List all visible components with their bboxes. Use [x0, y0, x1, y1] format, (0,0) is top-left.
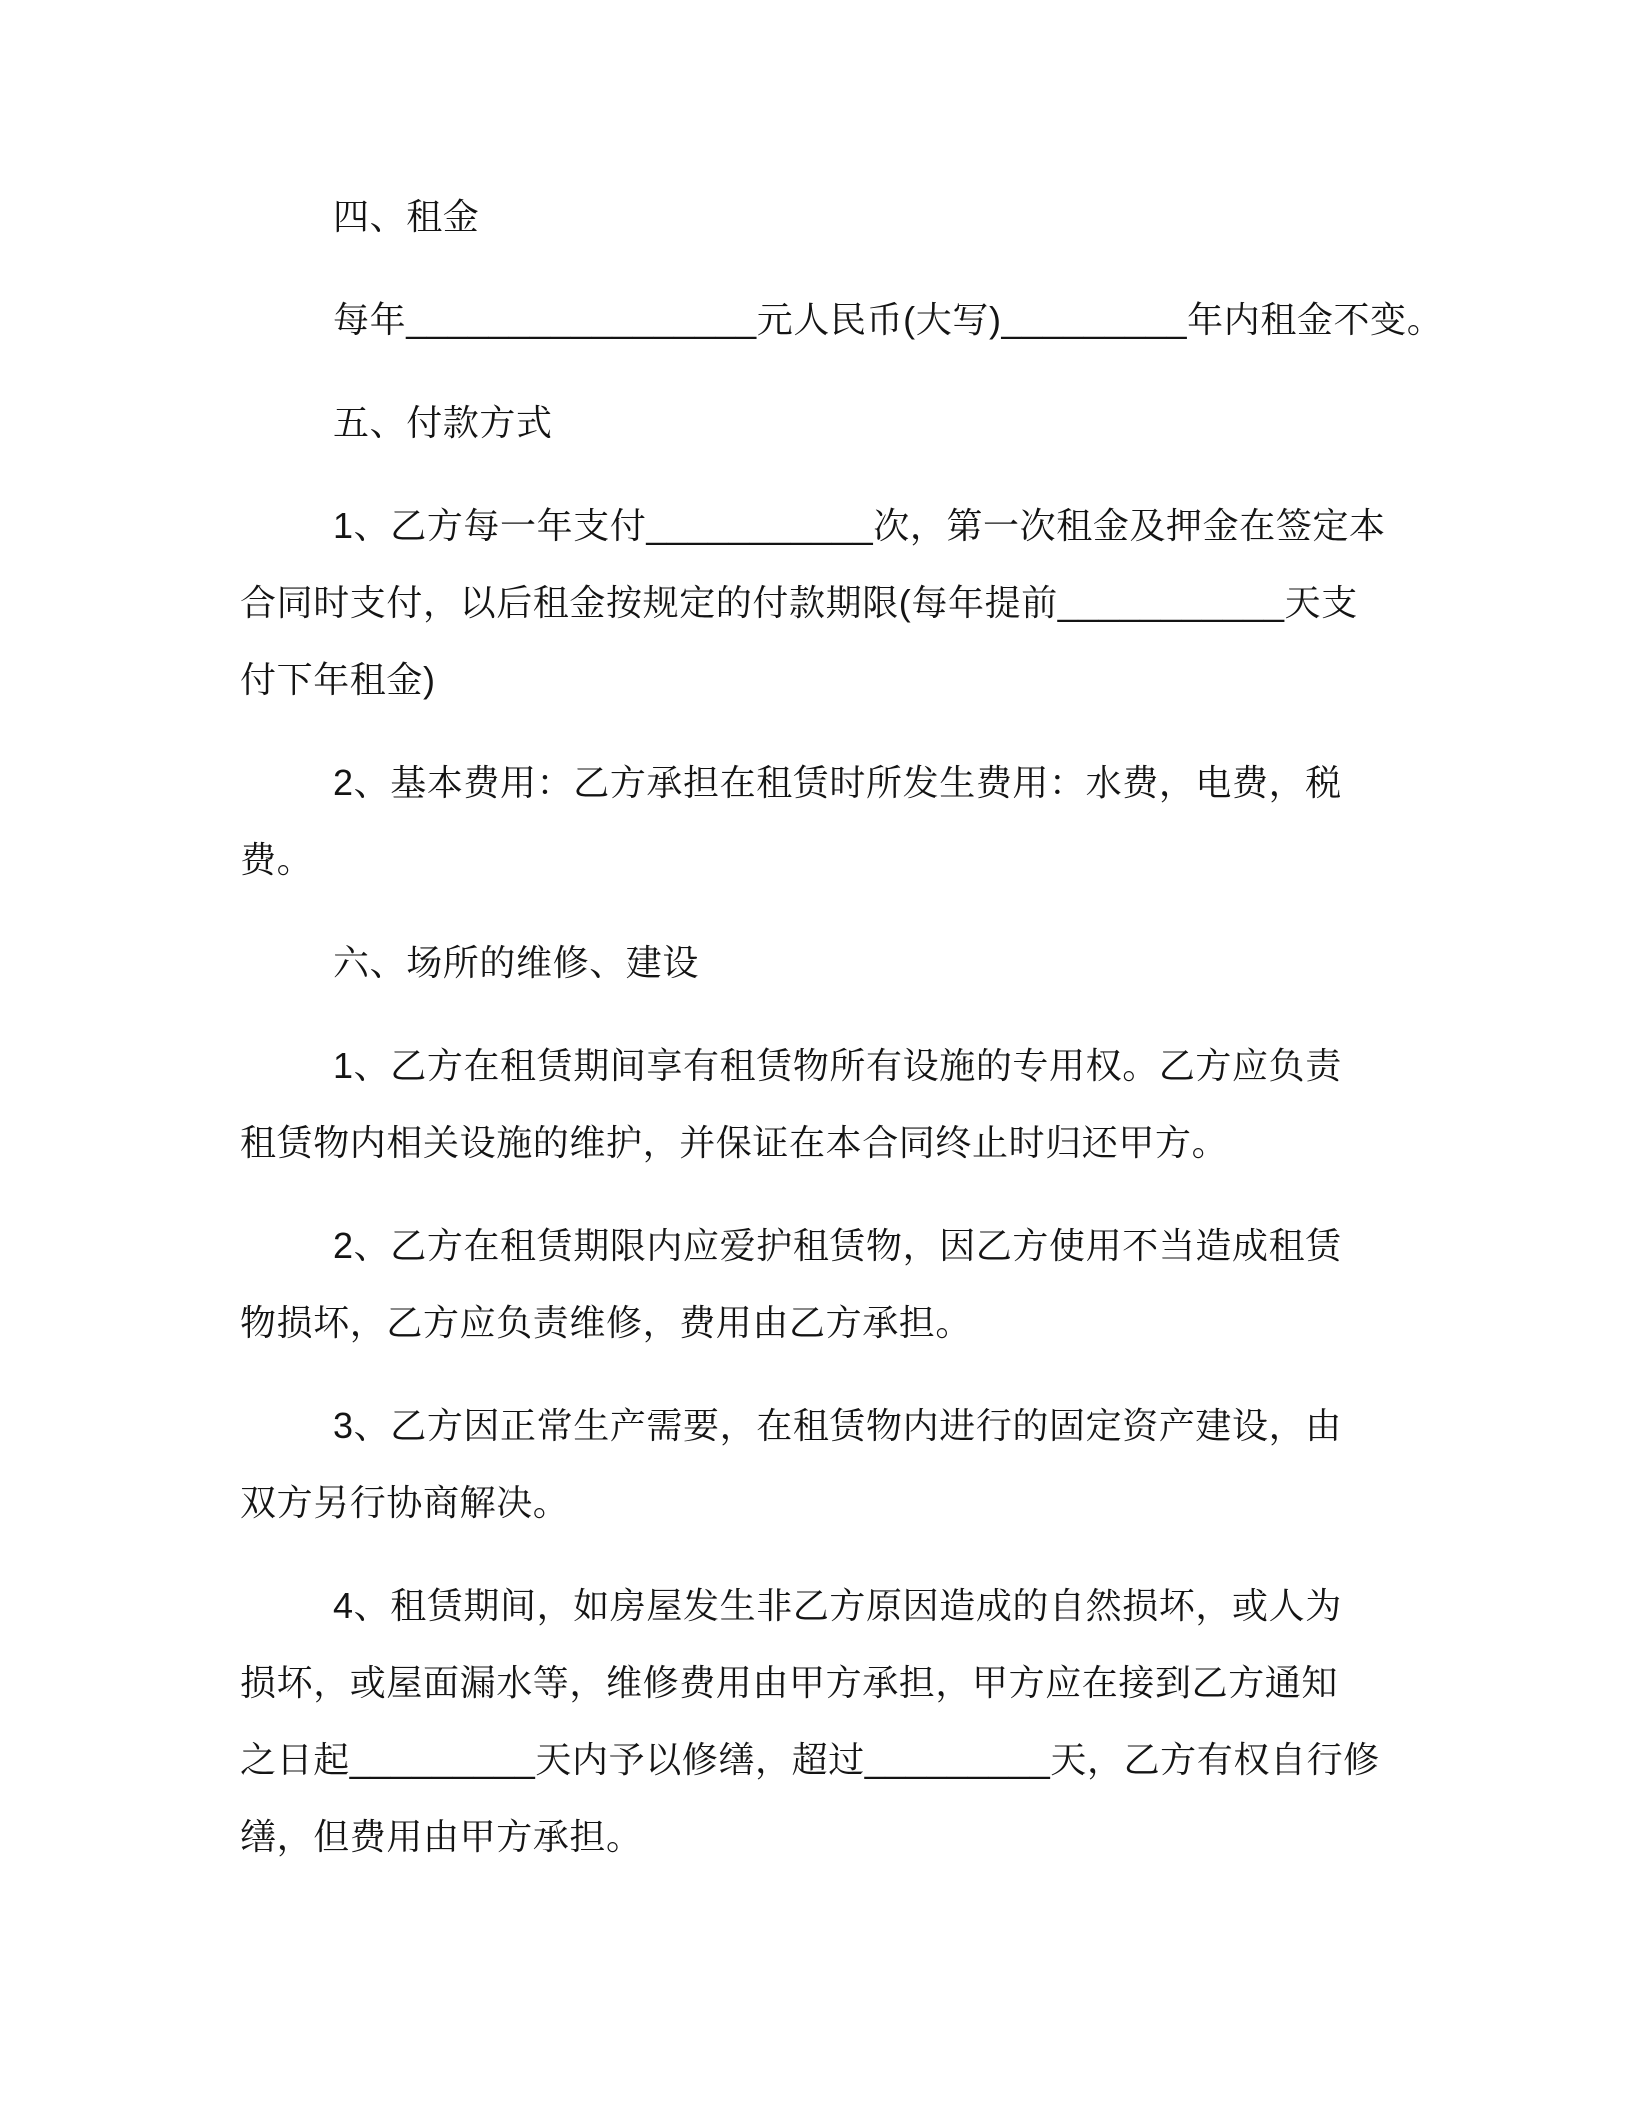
maintenance-clause-3: [240, 1387, 1420, 1541]
document-body: [240, 178, 1444, 1901]
paragraph-line: 每年_________________元人民币(大写)_________年内租金不变。: [333, 299, 1444, 340]
paragraph-line: 损坏，或屋面漏水等，维修费用由甲方承担，甲方应在接到乙方通知: [240, 1662, 1339, 1703]
paragraph-line: 六、场所的维修、建设: [333, 942, 700, 983]
paragraph-line: 2、乙方在租赁期限内应爱护租赁物，因乙方使用不当造成租赁: [333, 1225, 1342, 1266]
paragraph-line: 3、乙方因正常生产需要，在租赁物内进行的固定资产建设，由: [333, 1405, 1342, 1446]
paragraph-line: 付下年租金): [240, 659, 436, 700]
maintenance-clause-2: [240, 1207, 1420, 1361]
rent-amount-clause: [240, 281, 1444, 358]
paragraph-line: 费。: [240, 839, 314, 880]
paragraph-line: 合同时支付，以后租金按规定的付款期限(每年提前___________天支: [240, 582, 1358, 623]
paragraph-line: 1、乙方每一年支付___________次，第一次租金及押金在签定本: [333, 505, 1386, 546]
section-heading-maintenance: [240, 924, 1420, 1001]
paragraph-line: 之日起_________天内予以修缮，超过_________天，乙方有权自行修: [240, 1739, 1380, 1780]
paragraph-line: 缮，但费用由甲方承担。: [240, 1816, 643, 1857]
paragraph-line: 4、租赁期间，如房屋发生非乙方原因造成的自然损坏，或人为: [333, 1585, 1342, 1626]
section-heading-rent: [240, 178, 1420, 255]
paragraph-line: 五、付款方式: [333, 402, 553, 443]
maintenance-clause-4: [240, 1567, 1420, 1875]
paragraph-line: 租赁物内相关设施的维护，并保证在本合同终止时归还甲方。: [240, 1122, 1229, 1163]
section-heading-payment-method: [240, 384, 1420, 461]
payment-clause-1: [240, 487, 1420, 718]
paragraph-line: 1、乙方在租赁期间享有租赁物所有设施的专用权。乙方应负责: [333, 1045, 1342, 1086]
paragraph-line: 四、租金: [333, 196, 480, 237]
maintenance-clause-1: [240, 1027, 1420, 1181]
payment-clause-2: [240, 744, 1420, 898]
paragraph-line: 双方另行协商解决。: [240, 1482, 570, 1523]
paragraph-line: 物损坏，乙方应负责维修，费用由乙方承担。: [240, 1302, 973, 1343]
paragraph-line: 2、基本费用：乙方承担在租赁时所发生费用：水费，电费，税: [333, 762, 1342, 803]
